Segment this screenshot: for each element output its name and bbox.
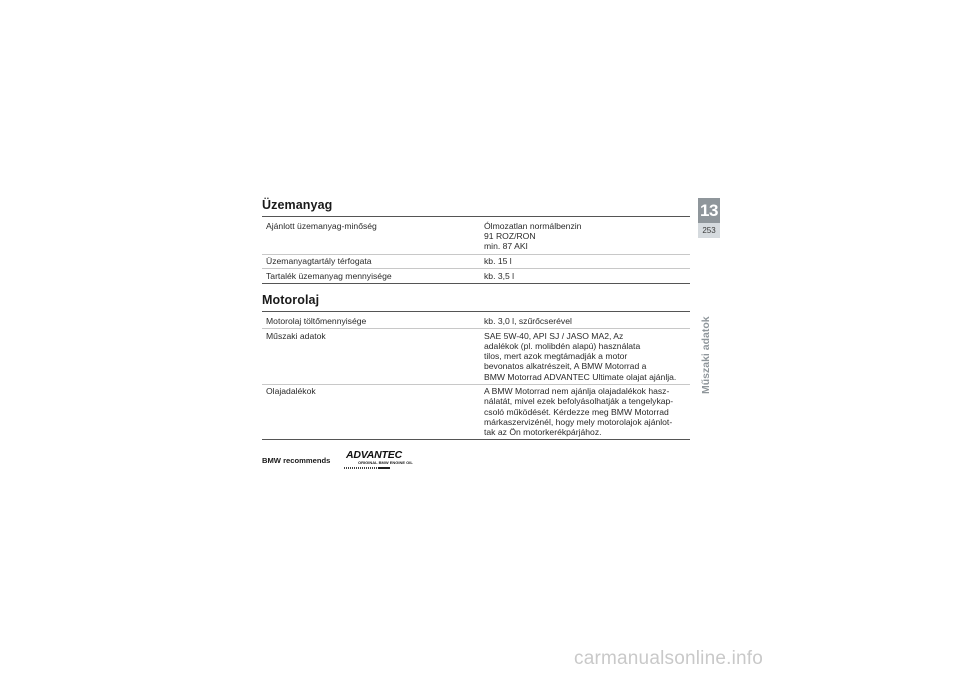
table-row bbox=[262, 329, 690, 385]
chapter-title-vertical: Műszaki adatok bbox=[700, 316, 712, 394]
section-title-fuel: Üzemanyag bbox=[262, 198, 333, 212]
manual-content bbox=[262, 196, 690, 440]
table-row bbox=[262, 384, 690, 440]
spec-label: Tartalék üzemanyag mennyisége bbox=[262, 269, 480, 284]
spec-value: SAE 5W-40, API SJ / JASO MA2, Az adalékok (pl. molibdén alapú) használata tilos, mert azok megtámadják a motor bevonatos alkatrészeit, A BMW Motorrad a BMW Motorrad ADVANTEC Ultimate olajat ajánlja. bbox=[480, 329, 690, 385]
table-row bbox=[262, 254, 690, 269]
advantec-logo-word: ADVANTEC bbox=[346, 449, 402, 461]
logo-stripe bbox=[344, 467, 378, 469]
spec-value: kb. 15 l bbox=[480, 254, 690, 269]
spec-value: kb. 3,0 l, szűrőcserével bbox=[484, 316, 572, 327]
advantec-logo-subtitle: ORIGINAL BMW ENGINE OIL bbox=[358, 460, 413, 465]
spec-value: A BMW Motorrad nem ajánlja olajadalékok hasz- nálatát, mivel ezek befolyásolhatják a tengelykap- csoló működését. Kérdezze meg BMW Motorrad márkaszervizénél, hogy mely motorolajok ajánlot- tak az Ön motorkerékpárjához. bbox=[480, 384, 690, 440]
spec-label: Műszaki adatok bbox=[262, 329, 480, 385]
spec-label: Ajánlott üzemanyag-minőség bbox=[266, 221, 377, 231]
chapter-number: 13 bbox=[698, 198, 720, 223]
advantec-logo bbox=[344, 449, 434, 471]
table-row bbox=[262, 269, 690, 284]
table-row bbox=[262, 217, 690, 255]
watermark: carmanualsonline.info bbox=[574, 648, 764, 669]
spec-label: Olajadalékok bbox=[262, 384, 480, 440]
page-number: 253 bbox=[698, 223, 720, 238]
spec-value: Ólmozatlan normálbenzin 91 ROZ/RON min. 87 AKI bbox=[484, 221, 582, 252]
bmw-recommends-banner bbox=[262, 449, 432, 473]
section-title-engine-oil: Motorolaj bbox=[262, 293, 320, 308]
spec-value: kb. 3,5 l bbox=[480, 269, 690, 284]
oil-spec-table bbox=[262, 311, 690, 440]
spec-label: Üzemanyagtartály térfogata bbox=[262, 254, 480, 269]
logo-stripe-solid bbox=[378, 467, 390, 469]
table-row bbox=[262, 312, 690, 329]
spec-label: Motorolaj töltőmennyisége bbox=[266, 316, 367, 327]
recommends-text: BMW recommends bbox=[262, 456, 331, 465]
chapter-tab bbox=[698, 198, 720, 240]
fuel-spec-table bbox=[262, 216, 690, 284]
